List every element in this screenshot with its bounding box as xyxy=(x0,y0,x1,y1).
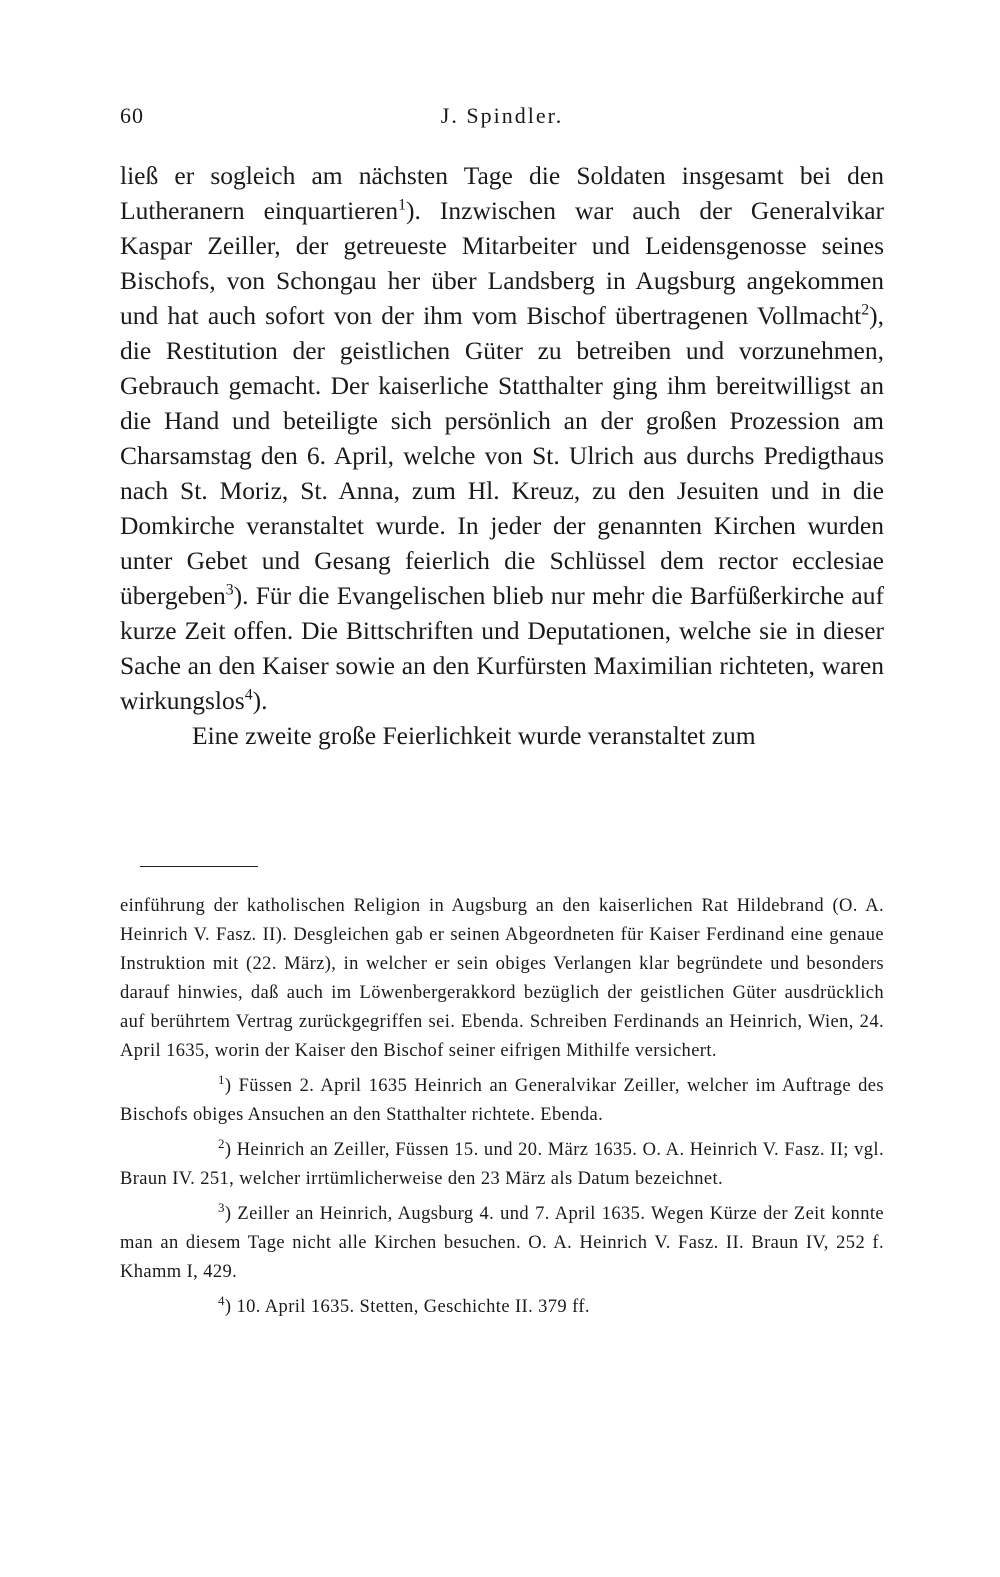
main-text xyxy=(120,158,884,753)
footnotes xyxy=(120,892,884,1322)
body-text-run: ließ er sogleich am nächsten Tage die Soldaten insgesamt bei den Lutheranern einquartieren xyxy=(120,161,884,225)
footnote-2 xyxy=(120,1136,884,1194)
body-text-run: ). Für die Evangelischen blieb nur mehr die Barfüßerkirche auf kurze Zeit offen. Die Bittschriften und Deputationen, welche sie in dieser Sache an den Kaiser sowie an den Kurfürsten Maximilian richteten, waren wirkungslos xyxy=(120,581,884,715)
body-paragraph-1 xyxy=(120,158,884,718)
running-head xyxy=(120,103,884,135)
footnote-mark: 2 xyxy=(218,1135,225,1151)
footnote-3 xyxy=(120,1200,884,1287)
page-number: 60 xyxy=(120,103,144,128)
footnote-mark: 3 xyxy=(218,1199,225,1215)
footnote-ref: 3 xyxy=(225,581,234,599)
footnote-mark: 1 xyxy=(218,1071,225,1087)
footnote-ref: 1 xyxy=(398,196,407,214)
body-text-run: ). xyxy=(252,686,268,715)
footnote-text: ) Füssen 2. April 1635 Heinrich an Generalvikar Zeiller, welcher im Auftrage des Bischofs obiges Ansuchen an den Statthalter richtete. Ebenda. xyxy=(120,1076,884,1125)
footnote-separator xyxy=(140,866,258,867)
footnote-ref: 4 xyxy=(244,686,253,704)
footnote-text: ) 10. April 1635. Stetten, Geschichte II. 379 ff. xyxy=(224,1297,590,1317)
body-paragraph-2: Eine zweite große Feierlichkeit wurde veranstaltet zum xyxy=(192,721,756,750)
running-title: J. Spindler. xyxy=(440,103,564,128)
footnote-mark: 4 xyxy=(218,1292,225,1308)
footnote-ref: 2 xyxy=(861,301,870,319)
footnote-continuation: einführung der katholischen Religion in Augsburg an den kaiserlichen Rat Hildebrand (O. A. Heinrich V. Fasz. II). Desgleichen gab er seinen Abgeordneten für Kaiser Ferdinand eine genaue Instruktion mit (22. März), in welcher er sein obiges Verlangen klar begründete und besonders darauf hinwies, daß auch im Löwenbergerakkord bezüglich der geistlichen Güter ausdrücklich auf berührtem Vertrag zurückgegriffen sei. Ebenda. Schreiben Ferdinands an Heinrich, Wien, 24. April 1635, worin der Kaiser den Bischof seiner eifrigen Mithilfe versichert. xyxy=(120,896,884,1061)
footnote-1 xyxy=(120,1072,884,1130)
body-text-run: ), die Restitution der geistlichen Güter zu betreiben und vorzunehmen, Gebrauch gemacht. Der kaiserliche Statthalter ging ihm bereitwilligst an die Hand und beteiligte sich persönlich an der großen Prozession am Charsamstag den 6. April, welche von St. Ulrich aus durchs Predigthaus nach St. Moriz, St. Anna, zum Hl. Kreuz, zu den Jesuiten und in die Domkirche veranstaltet wurde. In jeder der genannten Kirchen wurden unter Gebet und Gesang feierlich die Schlüssel dem rector ecclesiae übergeben xyxy=(120,301,884,610)
body-text-run: ). Inzwischen war auch der Generalvikar Kaspar Zeiller, der getreueste Mitarbeiter und Leidensgenosse seines Bischofs, von Schongau her über Landsberg in Augsburg angekommen und hat auch sofort von der ihm vom Bischof übertragenen Vollmacht xyxy=(120,196,885,330)
footnote-text: ) Zeiller an Heinrich, Augsburg 4. und 7. April 1635. Wegen Kürze der Zeit konnte man an diesem Tage nicht alle Kirchen besuchen. O. A. Heinrich V. Fasz. II. Braun IV, 252 f. Khamm I, 429. xyxy=(120,1204,884,1282)
footnote-4 xyxy=(120,1293,884,1322)
footnote-text: ) Heinrich an Zeiller, Füssen 15. und 20. März 1635. O. A. Heinrich V. Fasz. II; vgl. Braun IV. 251, welcher irrtümlicherweise den 23 März als Datum bezeichnet. xyxy=(120,1140,884,1189)
